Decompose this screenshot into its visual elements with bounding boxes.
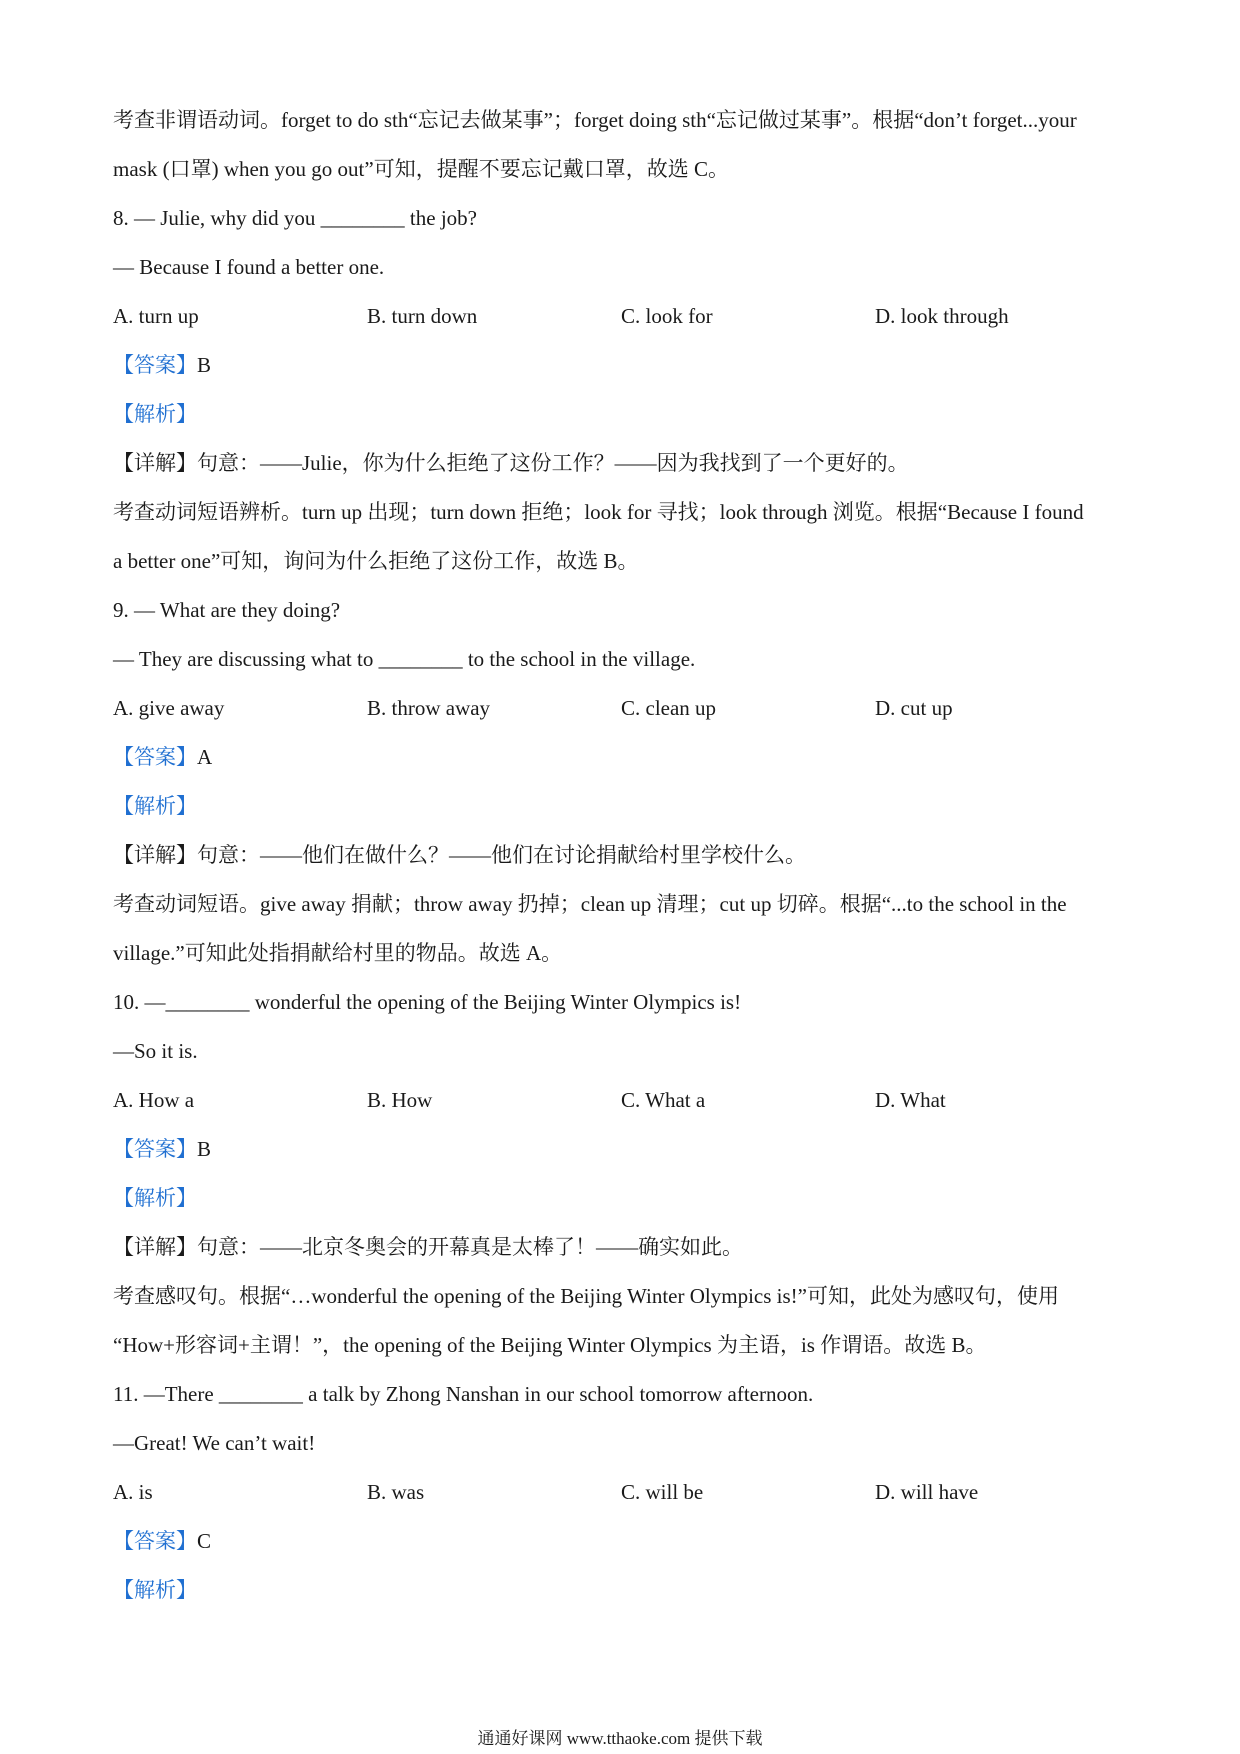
answer-line [113,341,1143,390]
answer-tag: 【答案】 [113,353,197,377]
option-c: C. will be [621,1480,704,1504]
option-a: A. give away [113,696,225,720]
detail-line: 【详解】句意：——他们在做什么？——他们在讨论捐献给村里学校什么。 [113,843,806,867]
options-row [113,684,1143,733]
intro-line-1: 考查非谓语动词。forget to do sth“忘记去做某事”；forget doing sth“忘记做过某事”。根据“don’t forget...your [113,108,1077,132]
question-text: 11. —There ________ a talk by Zhong Nanshan in our school tomorrow afternoon. [113,1382,814,1406]
explanation-line-2: “How+形容词+主谓！”，the opening of the Beijing Winter Olympics 为主语，is 作谓语。故选 B。 [113,1333,987,1357]
detail-line: 【详解】句意：——北京冬奥会的开幕真是太棒了！——确实如此。 [113,1235,743,1259]
answer-tag: 【答案】 [113,745,197,769]
explanation-line-1: 考查感叹句。根据“…wonderful the opening of the Beijing Winter Olympics is!”可知，此处为感叹句，使用 [113,1284,1059,1308]
answer-value: A [197,745,213,769]
options-row [113,292,1143,341]
answer-value: B [197,1137,212,1161]
option-c: C. What a [621,1088,706,1112]
option-a: A. is [113,1480,153,1504]
question-8 [113,194,1143,586]
option-b: B. turn down [367,304,478,328]
analysis-tag: 【解析】 [113,794,197,818]
option-b: B. How [367,1088,433,1112]
option-d: D. What [875,1088,946,1112]
explanation-line-2: a better one”可知，询问为什么拒绝了这份工作，故选 B。 [113,549,639,573]
question-reply: —So it is. [113,1039,198,1063]
question-reply: —Great! We can’t wait! [113,1431,316,1455]
options-row [113,1468,1143,1517]
question-9 [113,586,1143,978]
answer-value: B [197,353,212,377]
option-c: C. look for [621,304,713,328]
option-d: D. cut up [875,696,953,720]
answer-line [113,1517,1143,1566]
question-10 [113,978,1143,1370]
question-text: 9. — What are they doing? [113,598,341,622]
question-text: 8. — Julie, why did you ________ the job? [113,206,477,230]
option-b: B. throw away [367,696,491,720]
detail-line: 【详解】句意：——Julie，你为什么拒绝了这份工作？——因为我找到了一个更好的。 [113,451,909,475]
options-row [113,1076,1143,1125]
analysis-tag: 【解析】 [113,402,197,426]
option-b: B. was [367,1480,425,1504]
question-text: 10. —________ wonderful the opening of the Beijing Winter Olympics is! [113,990,742,1014]
analysis-tag: 【解析】 [113,1186,197,1210]
intro-line-2: mask (口罩) when you go out”可知，提醒不要忘记戴口罩，故选 C。 [113,157,729,181]
explanation-line-1: 考查动词短语辨析。turn up 出现；turn down 拒绝；look for 寻找；look through 浏览。根据“Because I found [113,500,1084,524]
explanation-line-1: 考查动词短语。give away 捐献；throw away 扔掉；clean up 清理；cut up 切碎。根据“...to the school in the [113,892,1067,916]
document-page [113,96,1143,1615]
question-reply: — They are discussing what to ________ to the school in the village. [113,647,696,671]
answer-tag: 【答案】 [113,1529,197,1553]
option-a: A. How a [113,1088,195,1112]
question-11 [113,1370,1143,1615]
answer-line [113,733,1143,782]
analysis-tag: 【解析】 [113,1578,197,1602]
answer-value: C [197,1529,212,1553]
page-footer: 通通好课网 www.tthaoke.com 提供下载 [477,1729,763,1748]
option-c: C. clean up [621,696,717,720]
question-reply: — Because I found a better one. [113,255,385,279]
option-d: D. will have [875,1480,979,1504]
option-d: D. look through [875,304,1009,328]
option-a: A. turn up [113,304,199,328]
answer-tag: 【答案】 [113,1137,197,1161]
explanation-line-2: village.”可知此处指捐献给村里的物品。故选 A。 [113,941,563,965]
answer-line [113,1125,1143,1174]
